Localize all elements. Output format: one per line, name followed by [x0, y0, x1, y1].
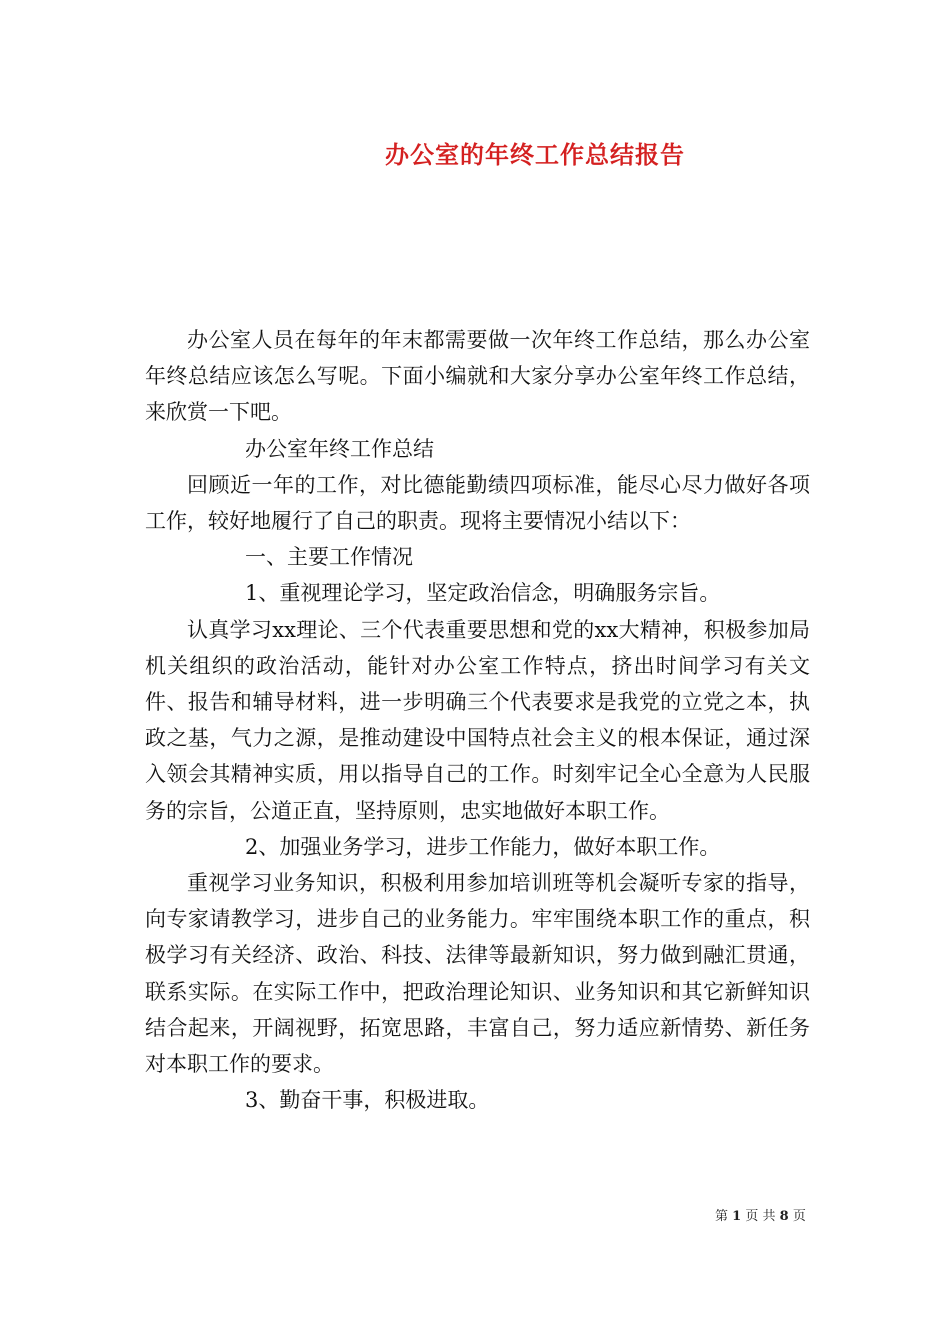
footer-middle: 页 共 — [745, 1209, 776, 1224]
total-pages-number: 8 — [779, 1209, 789, 1224]
business-study-paragraph: 重视学习业务知识，积极利用参加培训班等机会凝听专家的指导，向专家请教学习，进步自己的业务能力。牢牢围绕本职工作的重点，积极学习有关经济、政治、科技、法律等最新知识，努力做到融汇贯通，联系实际。在实际工作中，把政治理论知识、业务知识和其它新鲜知识结合起来，开阔视野，拓宽思路，丰富自己，努力适应新情势、新任务对本职工作的要求。 — [145, 871, 810, 1077]
current-page-number: 1 — [732, 1209, 742, 1224]
subheading-theory-study: 1、重视理论学习，坚定政治信念，明确服务宗旨。 — [245, 581, 721, 606]
footer-prefix: 第 — [715, 1209, 729, 1224]
intro-paragraph: 办公室人员在每年的年末都需要做一次年终工作总结，那么办公室年终总结应该怎么写呢。下面小编就和大家分享办公室年终工作总结，来欣赏一下吧。 — [145, 328, 810, 425]
document-body — [145, 322, 810, 1118]
review-paragraph: 回顾近一年的工作，对比德能勤绩四项标准，能尽心尽力做好各项工作，较好地履行了自己的职责。现将主要情况小结以下： — [145, 472, 810, 534]
theory-study-paragraph: 认真学习xx理论、三个代表重要思想和党的xx大精神，积极参加局机关组织的政治活动，能针对办公室工作特点，挤出时间学习有关文件、报告和辅导材料，进一步明确三个代表要求是我党的立党之本，执政之基，气力之源，是推动建设中国特点社会主义的根本保证，通过深入领会其精神实质，用以指导自己的工作。时刻牢记全心全意为人民服务的宗旨，公道正直，坚持原则，忠实地做好本职工作。 — [145, 617, 810, 823]
document-title: 办公室的年终工作总结报告 — [385, 140, 685, 169]
subheading-diligence: 3、勤奋干事，积极进取。 — [245, 1088, 490, 1113]
footer-suffix: 页 — [792, 1209, 806, 1224]
section-heading-summary: 办公室年终工作总结 — [245, 436, 434, 461]
section-heading-main-work: 一、主要工作情况 — [245, 545, 413, 570]
page-number-footer — [715, 1205, 806, 1224]
subheading-business-study: 2、加强业务学习，进步工作能力，做好本职工作。 — [245, 834, 721, 859]
